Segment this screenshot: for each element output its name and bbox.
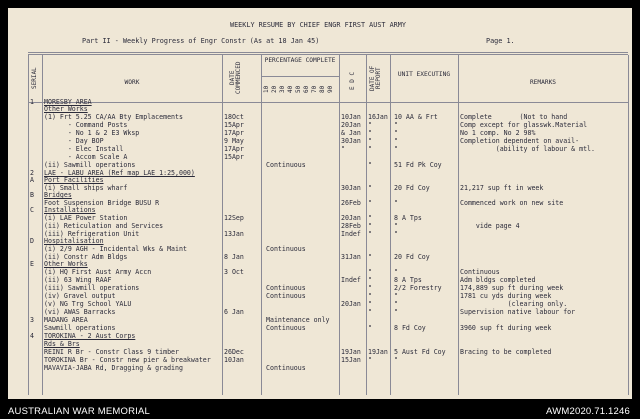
row-work: - No 1 & 2 E3 Wksp <box>44 129 140 137</box>
pct-scale-tick: 70 <box>311 85 318 93</box>
row-edc: & Jan <box>341 129 361 137</box>
row-remark: (ability of labour & mtl. <box>460 145 595 153</box>
row-date: 3 Oct <box>224 268 244 276</box>
row-unit: " <box>394 268 398 276</box>
col-line <box>339 55 340 395</box>
col-line <box>222 55 223 395</box>
row-work: TOROKINA - 2 Aust Corps <box>44 332 136 340</box>
header-remarks: REMARKS <box>529 79 557 86</box>
row-work: Other Works <box>44 105 88 113</box>
row-dor: " <box>368 268 372 276</box>
row-serial: A <box>30 176 34 184</box>
row-dor: " <box>368 137 372 145</box>
document-title: WEEKLY RESUME BY CHIEF ENGR FIRST AUST ARMY <box>230 21 406 29</box>
row-unit: 10 AA & Frt <box>394 113 438 121</box>
row-date: 6 Jan <box>224 308 244 316</box>
row-edc: Indef <box>341 276 361 284</box>
row-dor: " <box>368 222 372 230</box>
row-serial: C <box>30 206 34 214</box>
row-work: (iii) Refrigeration Unit <box>44 230 140 238</box>
pct-scale-tick: 30 <box>279 85 286 93</box>
row-work: (iv) Gravel output <box>44 292 116 300</box>
row-work: (ii) Constr Adm Bldgs <box>44 253 128 261</box>
col-line <box>366 55 367 395</box>
row-edc: 31Jan <box>341 253 361 261</box>
row-dor: " <box>368 356 372 364</box>
row-work: (vi) AWAS Barracks <box>44 308 116 316</box>
row-date: 17Apr <box>224 129 244 137</box>
col-line <box>261 55 262 395</box>
row-remark: 174,889 sup ft during week <box>460 284 564 292</box>
row-date: 9 May <box>224 137 244 145</box>
row-work: - Elec Install <box>44 145 124 153</box>
row-date: 17Apr <box>224 145 244 153</box>
row-dor: " <box>368 324 372 332</box>
row-date: 15Apr <box>224 121 244 129</box>
row-unit: 20 Fd Coy <box>394 253 430 261</box>
col-line <box>458 55 459 395</box>
row-remark: Complete (Not to hand <box>460 113 568 121</box>
row-date: 12Sep <box>224 214 244 222</box>
row-work: (ii) Reticulation and Services <box>44 222 164 230</box>
row-work: Foot Suspension Bridge BUSU R <box>44 199 160 207</box>
row-unit: 5 Aust Fd Coy <box>394 348 446 356</box>
row-date: 10Jan <box>224 356 244 364</box>
row-remark: Commenced work on new site <box>460 199 564 207</box>
row-dor: " <box>368 145 372 153</box>
row-serial: D <box>30 237 34 245</box>
pct-scale-tick: 80 <box>319 85 326 93</box>
row-remark: Continuous <box>460 268 500 276</box>
row-remark: Comp except for glasswk.Material <box>460 121 588 129</box>
row-work: (i) 2/9 AGH - Incidental Wks & Maint <box>44 245 187 253</box>
row-work: MADANG AREA <box>44 316 88 324</box>
header-work: WORK <box>124 79 140 86</box>
pct-scale-tick: 20 <box>271 85 278 93</box>
row-remark: vide page 4 <box>460 222 520 230</box>
row-edc: 19Jan <box>341 348 361 356</box>
row-work: TOROKINA Br - Constr new pier & breakwater <box>44 356 211 364</box>
row-serial: 2 <box>30 169 34 177</box>
row-unit: " <box>394 230 398 238</box>
row-unit: " <box>394 308 398 316</box>
row-work: Hospitalisation <box>44 237 104 245</box>
row-edc: 20Jan <box>341 300 361 308</box>
pct-scale-tick: 10 <box>263 85 270 93</box>
table-top-rule-2 <box>28 54 628 55</box>
row-dor: " <box>368 199 372 207</box>
pct-scale-tick: 90 <box>327 85 334 93</box>
document-subtitle: Part II - Weekly Progress of Engr Constr (As at 18 Jan 45) <box>82 37 320 45</box>
row-dor: " <box>368 129 372 137</box>
row-unit: 2/2 Forestry <box>394 284 442 292</box>
row-serial: B <box>30 191 34 199</box>
row-work: REINI R Br - Constr Class 9 timber <box>44 348 179 356</box>
row-serial: 4 <box>30 332 34 340</box>
row-dor: " <box>368 230 372 238</box>
row-bar: Continuous <box>266 364 306 372</box>
row-work: (iii) Sawmill operations <box>44 284 140 292</box>
row-remark: 21,217 sup ft in week <box>460 184 544 192</box>
row-bar: Continuous <box>266 324 306 332</box>
row-date: 13Jan <box>224 230 244 238</box>
row-unit: 8 A Tps <box>394 214 422 222</box>
row-unit: " <box>394 356 398 364</box>
row-remark: (clearing only. <box>460 300 568 308</box>
row-edc: 15Jan <box>341 356 361 364</box>
row-date: 8 Jan <box>224 253 244 261</box>
row-bar: Continuous <box>266 284 306 292</box>
header-bottom-rule <box>28 102 628 103</box>
row-dor: " <box>368 253 372 261</box>
row-work: (ii) 63 Wing RAAF <box>44 276 112 284</box>
row-work: MAVAVIA-JABA Rd, Dragging & grading <box>44 364 183 372</box>
row-work: Rds & Brs <box>44 340 80 348</box>
footer-accession-number: AWM2020.71.1246 <box>546 406 630 417</box>
row-bar: Continuous <box>266 161 306 169</box>
row-remark: Completion dependent on avail- <box>460 137 580 145</box>
row-dor: " <box>368 161 372 169</box>
table-top-rule <box>28 52 628 53</box>
row-work: Port Facilities <box>44 176 104 184</box>
row-work: Sawmill operations <box>44 324 116 332</box>
header-date-commenced: DATE COMMENCED <box>229 61 242 95</box>
row-serial: 1 <box>30 98 34 106</box>
header-percentage-complete: PERCENTAGE COMPLETE <box>264 57 336 64</box>
row-unit: " <box>394 129 398 137</box>
row-edc: 30Jan <box>341 137 361 145</box>
row-date: 15Apr <box>224 153 244 161</box>
row-work: - Day BOP <box>44 137 104 145</box>
row-date: 18Oct <box>224 113 244 121</box>
header-serial: SERIAL <box>31 67 38 89</box>
row-unit: " <box>394 199 398 207</box>
pct-scale-tick: 50 <box>295 85 302 93</box>
row-remark: Supervision native labour for <box>460 308 576 316</box>
row-work: (ii) Sawmill operations <box>44 161 136 169</box>
row-serial: 3 <box>30 316 34 324</box>
row-bar: Maintenance only <box>266 316 330 324</box>
row-work: (i) LAE Power Station <box>44 214 128 222</box>
row-work: Installations <box>44 206 96 214</box>
row-dor: " <box>368 308 372 316</box>
row-remark: 1781 cu yds during week <box>460 292 552 300</box>
pct-subrule <box>261 76 339 77</box>
footer-institution: AUSTRALIAN WAR MEMORIAL <box>8 406 151 417</box>
page-number: Page 1. <box>486 37 515 45</box>
row-remark: Bracing to be completed <box>460 348 552 356</box>
pct-scale-tick: 40 <box>287 85 294 93</box>
row-serial: E <box>30 260 34 268</box>
row-unit: " <box>394 145 398 153</box>
row-unit: 8 A Tps <box>394 276 422 284</box>
col-line <box>42 55 43 395</box>
row-unit: 51 Fd Pk Coy <box>394 161 442 169</box>
row-work: MORESBY AREA <box>44 98 92 106</box>
row-work: (i) HQ First Aust Army Accn <box>44 268 152 276</box>
row-work: Other Works <box>44 260 88 268</box>
col-line <box>28 55 29 395</box>
row-unit: " <box>394 121 398 129</box>
row-dor: " <box>368 300 372 308</box>
row-unit: " <box>394 300 398 308</box>
row-bar: Continuous <box>266 245 306 253</box>
row-work: - Command Posts <box>44 121 128 129</box>
row-edc: 30Jan <box>341 184 361 192</box>
row-dor: " <box>368 121 372 129</box>
row-unit: 20 Fd Coy <box>394 184 430 192</box>
row-dor: " <box>368 284 372 292</box>
row-work: LAE - LABU AREA (Ref map LAE 1:25,000) <box>44 169 195 177</box>
col-line <box>390 55 391 395</box>
row-edc: " <box>341 145 345 153</box>
row-remark: Adm bldgs completed <box>460 276 536 284</box>
row-edc: 20Jan <box>341 214 361 222</box>
row-work: Bridges <box>44 191 72 199</box>
header-edc: E D C <box>349 71 356 91</box>
row-dor: " <box>368 214 372 222</box>
row-work: (1) Frt 5.25 CA/AA Bty Emplacements <box>44 113 183 121</box>
row-edc: 26Feb <box>341 199 361 207</box>
row-dor: 19Jan <box>368 348 388 356</box>
row-edc: Indef <box>341 230 361 238</box>
header-unit-executing: UNIT EXECUTING <box>397 71 451 78</box>
row-edc: 20Jan <box>341 121 361 129</box>
row-unit: " <box>394 222 398 230</box>
header-date-of-report: DATE OF REPORT <box>369 65 382 91</box>
row-edc: 10Jan <box>341 113 361 121</box>
row-edc: 28Feb <box>341 222 361 230</box>
row-work: - Accom Scale A <box>44 153 128 161</box>
row-remark: No 1 comp. No 2 98% <box>460 129 536 137</box>
pct-scale-tick: 60 <box>303 85 310 93</box>
row-dor: " <box>368 184 372 192</box>
row-dor: " <box>368 276 372 284</box>
row-work: (i) Small ships wharf <box>44 184 128 192</box>
document-page <box>8 8 632 399</box>
row-remark: 3960 sup ft during week <box>460 324 552 332</box>
row-unit: 8 Fd Coy <box>394 324 426 332</box>
row-unit: " <box>394 292 398 300</box>
row-dor: 16Jan <box>368 113 388 121</box>
col-line <box>628 55 629 395</box>
row-dor: " <box>368 292 372 300</box>
row-work: (v) NG Trg School YALU <box>44 300 132 308</box>
row-unit: " <box>394 137 398 145</box>
row-date: 26Dec <box>224 348 244 356</box>
row-bar: Continuous <box>266 292 306 300</box>
